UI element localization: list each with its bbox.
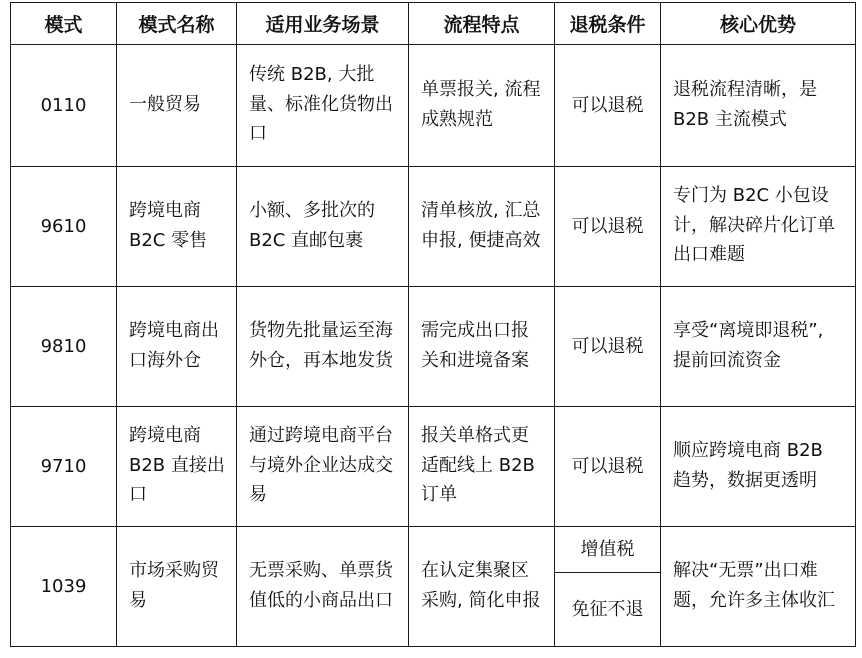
header-condition: 退税条件 <box>555 3 661 45</box>
mode-name: 一般贸易 <box>117 45 237 167</box>
mode-scenario: 传统 B2B, 大批量、标准化货物出口 <box>237 45 409 167</box>
header-advantage: 核心优势 <box>661 3 856 45</box>
mode-condition: 可以退税 <box>555 45 661 167</box>
header-row <box>11 3 856 45</box>
mode-process: 在认定集聚区采购, 简化申报 <box>409 527 555 647</box>
mode-condition: 可以退税 <box>555 167 661 287</box>
mode-advantage: 退税流程清晰，是 B2B 主流模式 <box>661 45 856 167</box>
mode-scenario: 无票采购、单票货值低的小商品出口 <box>237 527 409 647</box>
mode-code: 9810 <box>11 287 117 407</box>
mode-name: 跨境电商出口海外仓 <box>117 287 237 407</box>
mode-condition: 可以退税 <box>555 287 661 407</box>
mode-code: 1039 <box>11 527 117 647</box>
mode-process: 清单核放, 汇总申报, 便捷高效 <box>409 167 555 287</box>
mode-name: 跨境电商 B2B 直接出口 <box>117 407 237 527</box>
table-row <box>11 407 856 527</box>
mode-name: 市场采购贸易 <box>117 527 237 647</box>
header-mode-name: 模式名称 <box>117 3 237 45</box>
table-row <box>11 527 856 573</box>
mode-process: 报关单格式更适配线上 B2B 订单 <box>409 407 555 527</box>
mode-condition: 可以退税 <box>555 407 661 527</box>
mode-code: 9610 <box>11 167 117 287</box>
mode-advantage: 专门为 B2C 小包设计，解决碎片化订单出口难题 <box>661 167 856 287</box>
mode-code: 0110 <box>11 45 117 167</box>
header-mode: 模式 <box>11 3 117 45</box>
mode-code: 9710 <box>11 407 117 527</box>
mode-advantage: 顺应跨境电商 B2B 趋势，数据更透明 <box>661 407 856 527</box>
mode-process: 单票报关, 流程成熟规范 <box>409 45 555 167</box>
mode-scenario: 货物先批量运至海外仓，再本地发货 <box>237 287 409 407</box>
mode-condition-bottom: 免征不退 <box>555 573 661 647</box>
table-row <box>11 287 856 407</box>
header-scenario: 适用业务场景 <box>237 3 409 45</box>
table-row <box>11 45 856 167</box>
mode-condition-top: 增值税 <box>555 527 661 573</box>
mode-scenario: 通过跨境电商平台与境外企业达成交易 <box>237 407 409 527</box>
header-process: 流程特点 <box>409 3 555 45</box>
mode-scenario: 小额、多批次的 B2C 直邮包裹 <box>237 167 409 287</box>
table-row <box>11 167 856 287</box>
mode-advantage: 解决“无票”出口难题，允许多主体收汇 <box>661 527 856 647</box>
mode-name: 跨境电商 B2C 零售 <box>117 167 237 287</box>
export-mode-table <box>10 2 856 647</box>
mode-process: 需完成出口报关和进境备案 <box>409 287 555 407</box>
mode-advantage: 享受“离境即退税”, 提前回流资金 <box>661 287 856 407</box>
